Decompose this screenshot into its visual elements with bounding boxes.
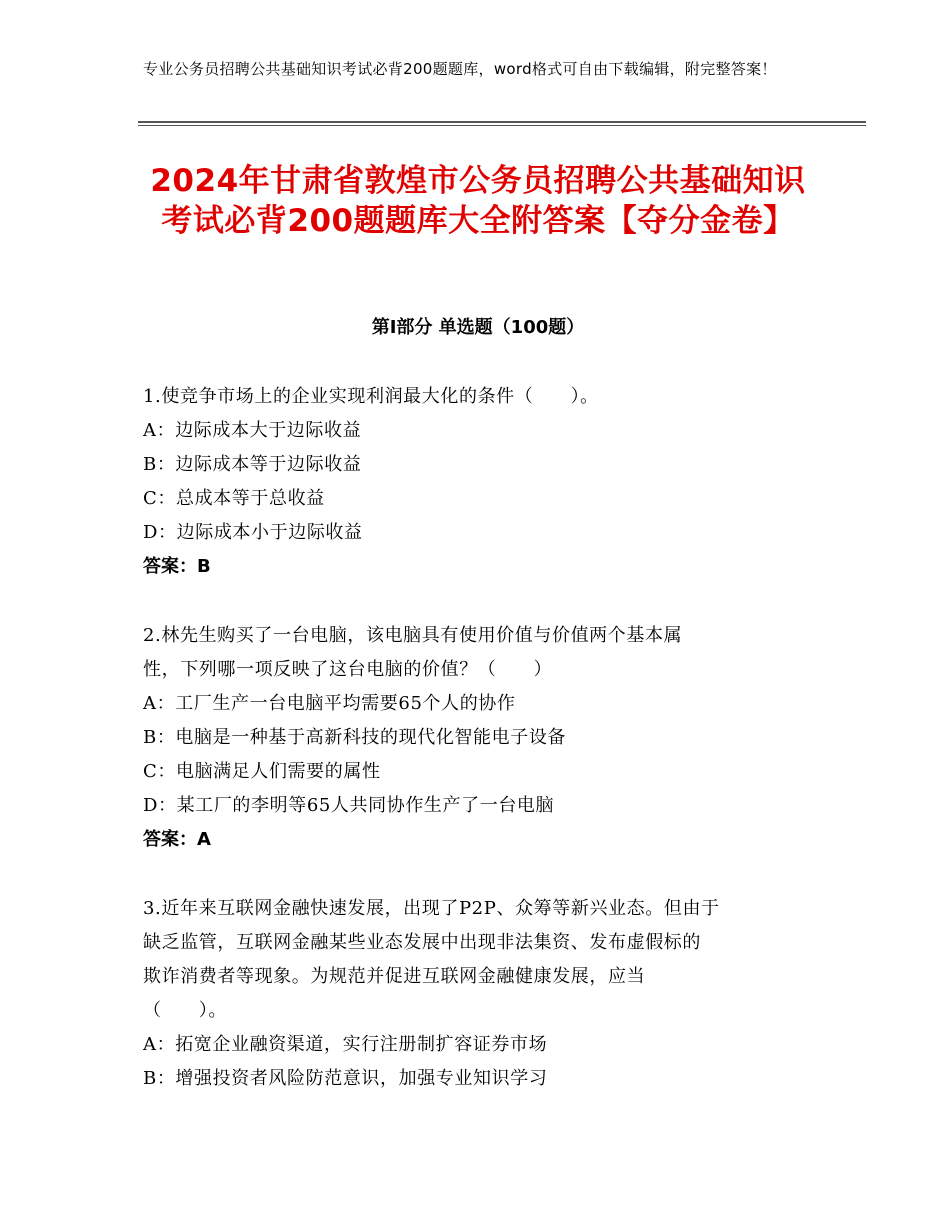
header-divider-thick bbox=[138, 121, 866, 123]
question-2-stem-line-1: 2.林先生购买了一台电脑，该电脑具有使用价值与价值两个基本属 bbox=[143, 625, 683, 646]
question-1-option-b: B：边际成本等于边际收益 bbox=[143, 454, 362, 475]
question-3-option-a: A：拓宽企业融资渠道，实行注册制扩容证券市场 bbox=[143, 1034, 548, 1055]
header-note: 专业公务员招聘公共基础知识考试必背200题题库，word格式可自由下载编辑，附完整答案！ bbox=[143, 60, 777, 78]
header-divider-thin bbox=[138, 125, 866, 126]
section-heading: 第Ⅰ部分 单选题（100题） bbox=[371, 317, 585, 338]
question-3-stem-line-4: （ ）。 bbox=[143, 1000, 227, 1021]
question-2-option-a: A：工厂生产一台电脑平均需要65个人的协作 bbox=[143, 693, 516, 714]
question-3-stem-line-1: 3.近年来互联网金融快速发展，出现了P2P、众筹等新兴业态。但由于 bbox=[143, 898, 720, 919]
question-1-option-c: C：总成本等于总收益 bbox=[143, 488, 325, 509]
question-2-option-c: C：电脑满足人们需要的属性 bbox=[143, 761, 381, 782]
question-1-stem: 1.使竞争市场上的企业实现利润最大化的条件（ ）。 bbox=[143, 386, 599, 407]
question-1-answer: 答案：B bbox=[143, 556, 211, 577]
question-3-option-b: B：增强投资者风险防范意识，加强专业知识学习 bbox=[143, 1068, 548, 1089]
question-2-option-d: D：某工厂的李明等65人共同协作生产了一台电脑 bbox=[143, 795, 555, 816]
question-3-stem-line-3: 欺诈消费者等现象。为规范并促进互联网金融健康发展，应当 bbox=[143, 966, 646, 987]
question-1-option-a: A：边际成本大于边际收益 bbox=[143, 420, 362, 441]
question-2-stem-line-2: 性，下列哪一项反映了这台电脑的价值？（ ） bbox=[143, 659, 553, 680]
question-2-answer: 答案：A bbox=[143, 829, 211, 850]
question-3-stem-line-2: 缺乏监管，互联网金融某些业态发展中出现非法集资、发布虚假标的 bbox=[143, 932, 701, 953]
question-2-option-b: B：电脑是一种基于高新科技的现代化智能电子设备 bbox=[143, 727, 567, 748]
document-title: 2024年甘肃省敦煌市公务员招聘公共基础知识考试必背200题题库大全附答案【夺分金卷】 bbox=[150, 163, 806, 239]
question-1-option-d: D：边际成本小于边际收益 bbox=[143, 522, 363, 543]
